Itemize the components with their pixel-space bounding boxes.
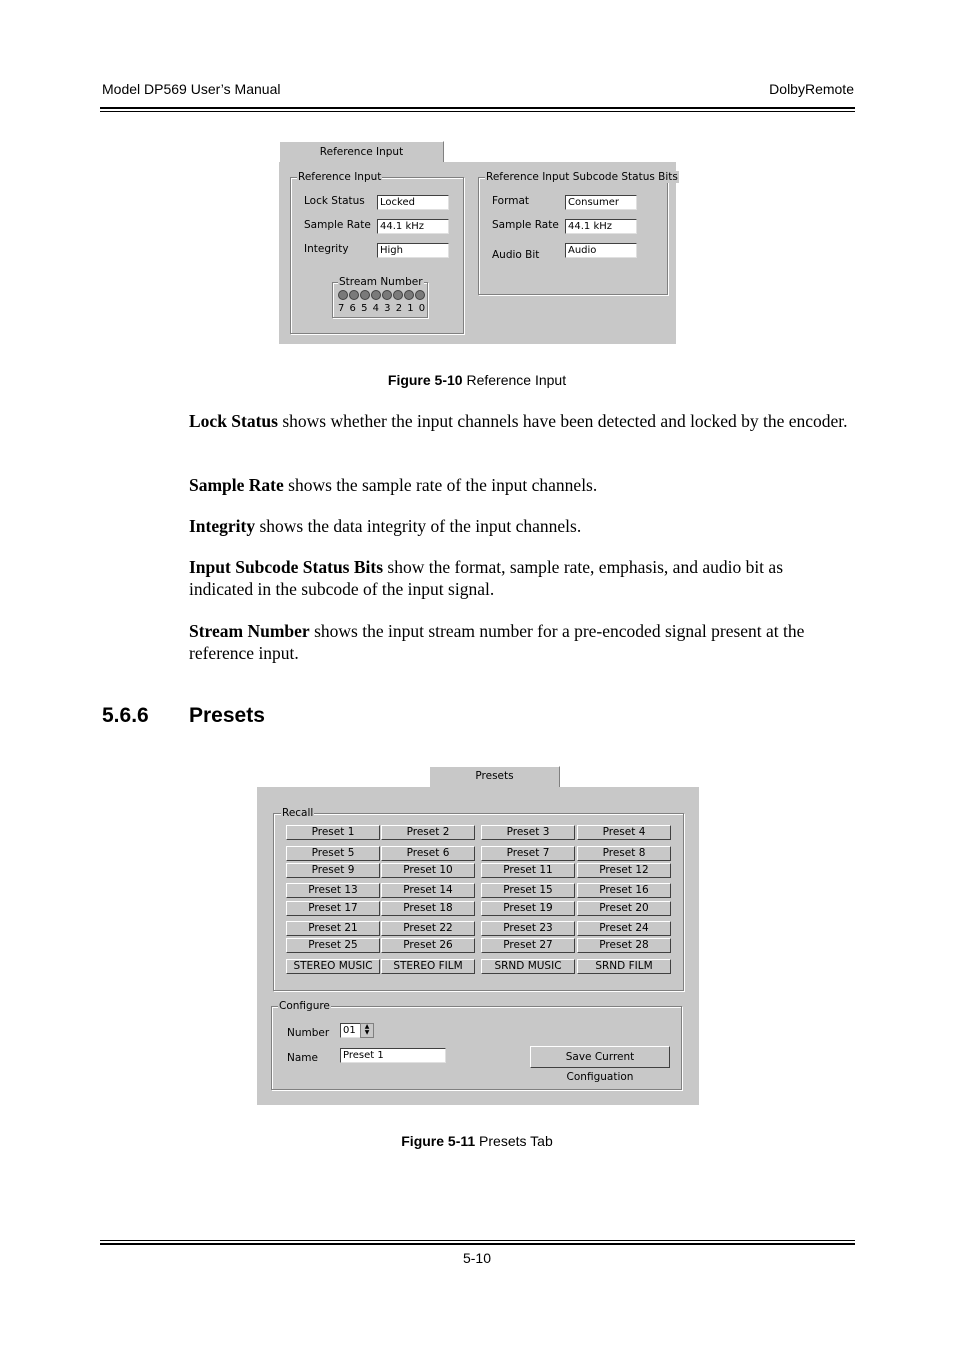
spinner-down-icon[interactable]: ▼ bbox=[364, 1029, 370, 1036]
preset-button[interactable]: Preset 25 bbox=[286, 938, 380, 953]
preset-button[interactable]: Preset 14 bbox=[381, 883, 475, 898]
tab-reference-input[interactable] bbox=[279, 141, 444, 164]
header-rule-thin bbox=[100, 111, 855, 112]
stream-led-7 bbox=[338, 290, 348, 300]
preset-button[interactable]: Preset 11 bbox=[481, 863, 575, 878]
tab-presets[interactable] bbox=[429, 766, 560, 789]
section-number: 5.6.6 bbox=[102, 704, 149, 727]
stream-number-digits: 7 6 5 4 3 2 1 0 bbox=[338, 303, 427, 314]
audio-bit-field: Audio bbox=[565, 243, 637, 258]
footer-rule-thin bbox=[100, 1240, 855, 1241]
header-section: DolbyRemote bbox=[769, 81, 854, 97]
stream-led-0 bbox=[415, 290, 425, 300]
preset-button[interactable]: STEREO FILM bbox=[381, 959, 475, 974]
lock-status-label: Lock Status bbox=[304, 195, 365, 207]
preset-button[interactable]: Preset 22 bbox=[381, 921, 475, 936]
preset-button[interactable]: Preset 24 bbox=[577, 921, 671, 936]
term-integrity: Integrity bbox=[189, 516, 256, 536]
integrity-label: Integrity bbox=[304, 243, 349, 255]
lock-status-field: Locked bbox=[377, 195, 449, 210]
sample-rate-label: Sample Rate bbox=[304, 219, 371, 231]
desc-lock-status: shows whether the input channels have been detected and locked by the encoder. bbox=[277, 411, 848, 431]
desc-integrity: shows the data integrity of the input channels. bbox=[255, 516, 582, 536]
number-spinner[interactable] bbox=[360, 1023, 374, 1038]
subcode-sample-rate-field: 44.1 kHz bbox=[565, 219, 637, 234]
sample-rate-field: 44.1 kHz bbox=[377, 219, 449, 234]
preset-button[interactable]: Preset 3 bbox=[481, 825, 575, 840]
stream-led-1 bbox=[404, 290, 414, 300]
preset-button[interactable]: Preset 18 bbox=[381, 901, 475, 916]
tab-reference-input-label: Reference Input bbox=[319, 146, 404, 158]
preset-button[interactable]: STEREO MUSIC bbox=[286, 959, 380, 974]
header-title: Model DP569 User’s Manual bbox=[102, 81, 281, 97]
stream-led-4 bbox=[371, 290, 381, 300]
footer-rule bbox=[100, 1243, 855, 1245]
page-number: 5-10 bbox=[462, 1250, 492, 1266]
number-field[interactable]: 01 bbox=[340, 1023, 362, 1038]
preset-button[interactable]: Preset 21 bbox=[286, 921, 380, 936]
paragraph-lock-status bbox=[189, 410, 849, 432]
term-lock-status: Lock Status bbox=[189, 411, 278, 431]
figure-5-11-caption-number: Figure 5-11 bbox=[401, 1133, 476, 1149]
preset-button[interactable]: Preset 8 bbox=[577, 846, 671, 861]
paragraph-sample-rate bbox=[189, 474, 849, 496]
preset-button[interactable]: SRND FILM bbox=[577, 959, 671, 974]
preset-button[interactable]: Preset 28 bbox=[577, 938, 671, 953]
stream-led-5 bbox=[360, 290, 370, 300]
format-field: Consumer bbox=[565, 195, 637, 210]
preset-button[interactable]: Preset 26 bbox=[381, 938, 475, 953]
paragraph-stream-number bbox=[189, 620, 849, 664]
section-title: Presets bbox=[189, 704, 265, 727]
header-rule bbox=[100, 107, 855, 109]
stream-led-2 bbox=[393, 290, 403, 300]
stream-led-3 bbox=[382, 290, 392, 300]
preset-button[interactable]: Preset 23 bbox=[481, 921, 575, 936]
preset-button[interactable]: Preset 19 bbox=[481, 901, 575, 916]
preset-button[interactable]: Preset 27 bbox=[481, 938, 575, 953]
paragraph-subcode-bits bbox=[189, 556, 849, 600]
figure-5-11-caption bbox=[0, 1133, 954, 1149]
subcode-sample-rate-label: Sample Rate bbox=[492, 219, 559, 231]
tab-presets-label: Presets bbox=[475, 770, 514, 782]
stream-led-6 bbox=[349, 290, 359, 300]
term-sample-rate: Sample Rate bbox=[189, 475, 284, 495]
desc-subcode-bits: show the format, sample rate, emphasis, and audio bit as indicated in the subcode of the input signal. bbox=[189, 557, 784, 599]
name-label: Name bbox=[287, 1052, 318, 1064]
preset-button[interactable]: Preset 10 bbox=[381, 863, 475, 878]
preset-button[interactable]: Preset 17 bbox=[286, 901, 380, 916]
number-label: Number bbox=[287, 1027, 330, 1039]
desc-sample-rate: shows the sample rate of the input channels. bbox=[283, 475, 598, 495]
preset-button[interactable]: Preset 5 bbox=[286, 846, 380, 861]
preset-button[interactable]: Preset 13 bbox=[286, 883, 380, 898]
subcode-status-title: Reference Input Subcode Status Bits bbox=[486, 171, 678, 183]
preset-button[interactable]: Preset 20 bbox=[577, 901, 671, 916]
figure-5-10-caption-number: Figure 5-10 bbox=[387, 372, 463, 388]
preset-button[interactable]: Preset 7 bbox=[481, 846, 575, 861]
stream-number-leds bbox=[338, 290, 426, 301]
figure-5-11-caption-text: Presets Tab bbox=[475, 1133, 553, 1149]
preset-button[interactable]: Preset 15 bbox=[481, 883, 575, 898]
configure-group-title: Configure bbox=[279, 1000, 330, 1012]
preset-button[interactable]: SRND MUSIC bbox=[481, 959, 575, 974]
format-label: Format bbox=[492, 195, 530, 207]
preset-button[interactable]: Preset 2 bbox=[381, 825, 475, 840]
save-configuration-button[interactable]: Save Current Configuation bbox=[530, 1046, 670, 1068]
preset-button[interactable]: Preset 12 bbox=[577, 863, 671, 878]
preset-button[interactable]: Preset 1 bbox=[286, 825, 380, 840]
stream-number-title: Stream Number bbox=[339, 276, 423, 288]
audio-bit-label: Audio Bit bbox=[492, 249, 540, 261]
term-stream-number: Stream Number bbox=[189, 621, 310, 641]
figure-5-10-caption-text: Reference Input bbox=[462, 372, 567, 388]
preset-button[interactable]: Preset 6 bbox=[381, 846, 475, 861]
spinner-up-icon[interactable]: ▲ bbox=[364, 1023, 370, 1030]
paragraph-integrity bbox=[189, 515, 849, 537]
integrity-field: High bbox=[377, 243, 449, 258]
reference-input-group-title: Reference Input bbox=[298, 171, 382, 183]
term-subcode-bits: Input Subcode Status Bits bbox=[189, 557, 384, 577]
preset-button[interactable]: Preset 16 bbox=[577, 883, 671, 898]
figure-5-10-caption bbox=[0, 372, 954, 388]
recall-group-title: Recall bbox=[282, 807, 314, 819]
desc-stream-number: shows the input stream number for a pre-encoded signal present at the reference input. bbox=[189, 621, 805, 663]
name-field[interactable]: Preset 1 bbox=[340, 1048, 446, 1063]
preset-button[interactable]: Preset 4 bbox=[577, 825, 671, 840]
preset-button[interactable]: Preset 9 bbox=[286, 863, 380, 878]
